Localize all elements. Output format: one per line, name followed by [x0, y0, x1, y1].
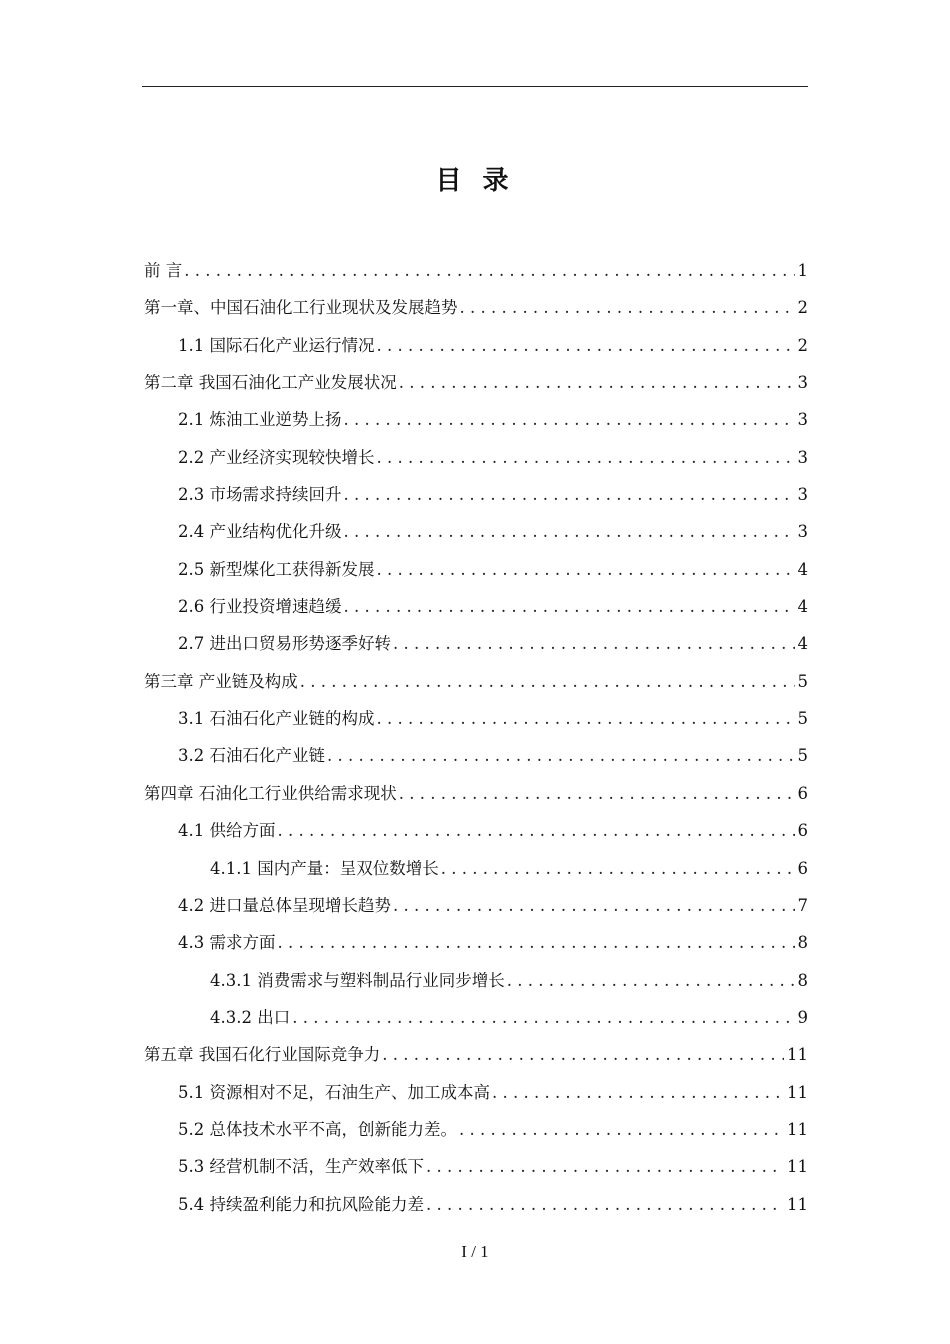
toc-entry-title: 4.3 需求方面 [178, 933, 276, 953]
toc-entry-title: 4.1 供给方面 [178, 821, 276, 841]
toc-entry-page: 11 [787, 1157, 808, 1177]
toc-entry-title: 第一章、中国石油化工行业现状及发展趋势 [144, 298, 458, 318]
toc-entry-title: 第三章 产业链及构成 [144, 671, 298, 691]
toc-dot-leader [382, 1036, 784, 1073]
toc-entry-page: 1 [797, 261, 808, 280]
header-rule [142, 86, 808, 87]
toc-entry-page: 4 [797, 559, 808, 579]
toc-entry-page: 8 [797, 933, 808, 953]
toc-entry[interactable] [144, 1186, 808, 1223]
toc-entry-page: 3 [797, 373, 808, 393]
toc-entry[interactable] [144, 812, 808, 849]
toc-dot-leader [393, 625, 795, 662]
toc-dot-leader [344, 401, 795, 438]
toc-dot-leader [377, 700, 795, 737]
toc-entry[interactable] [144, 1036, 808, 1073]
toc-entry-title: 第四章 石油化工行业供给需求现状 [144, 783, 397, 803]
toc-dot-leader [292, 999, 794, 1036]
toc-entry-title: 5.4 持续盈利能力和抗风险能力差 [178, 1194, 424, 1214]
toc-dot-leader [459, 1111, 784, 1148]
table-of-contents [144, 252, 808, 1223]
toc-entry-page: 11 [787, 1194, 808, 1214]
toc-entry-title: 2.4 产业结构优化升级 [178, 522, 342, 542]
toc-dot-leader [300, 663, 795, 700]
page-number: I / 1 [461, 1242, 489, 1261]
toc-entry-title: 2.7 进出口贸易形势逐季好转 [178, 634, 391, 654]
toc-entry-title: 5.2 总体技术水平不高，创新能力差。 [178, 1119, 457, 1139]
toc-entry[interactable] [144, 513, 808, 550]
toc-entry-title: 5.3 经营机制不活，生产效率低下 [178, 1157, 424, 1177]
toc-entry[interactable] [144, 1148, 808, 1185]
toc-dot-leader [399, 364, 795, 401]
toc-entry-page: 11 [787, 1045, 808, 1065]
toc-entry-page: 9 [797, 1007, 808, 1027]
toc-entry-page: 6 [797, 858, 808, 878]
toc-dot-leader [184, 252, 794, 289]
toc-entry-page: 3 [797, 522, 808, 542]
toc-dot-leader [399, 775, 795, 812]
toc-entry[interactable] [144, 401, 808, 438]
toc-entry[interactable] [144, 252, 808, 289]
toc-dot-leader [344, 588, 795, 625]
toc-entry-title: 3.2 石油石化产业链 [178, 746, 325, 766]
toc-entry[interactable] [144, 625, 808, 662]
toc-entry[interactable] [144, 775, 808, 812]
toc-entry-page: 8 [797, 970, 808, 990]
toc-dot-leader [377, 327, 795, 364]
toc-dot-leader [507, 962, 795, 999]
toc-entry[interactable] [144, 924, 808, 961]
toc-entry-page: 2 [797, 335, 808, 355]
toc-dot-leader [426, 1186, 784, 1223]
toc-entry[interactable] [144, 850, 808, 887]
toc-dot-leader [377, 551, 795, 588]
toc-entry[interactable] [144, 737, 808, 774]
toc-entry[interactable] [144, 1074, 808, 1111]
toc-title: 目 录 [435, 166, 515, 196]
toc-entry-page: 3 [797, 485, 808, 505]
toc-entry[interactable] [144, 962, 808, 999]
toc-dot-leader [344, 513, 795, 550]
toc-entry-page: 4 [797, 634, 808, 654]
toc-entry[interactable] [144, 439, 808, 476]
toc-entry-page: 6 [797, 821, 808, 841]
toc-entry-title: 2.2 产业经济实现较快增长 [178, 447, 375, 467]
toc-entry-page: 11 [787, 1082, 808, 1102]
toc-entry-title: 1.1 国际石化产业运行情况 [178, 335, 375, 355]
toc-entry-page: 5 [797, 746, 808, 766]
toc-entry-title: 2.1 炼油工业逆势上扬 [178, 410, 342, 430]
toc-entry-page: 5 [797, 671, 808, 691]
toc-entry[interactable] [144, 887, 808, 924]
toc-entry-title: 2.5 新型煤化工获得新发展 [178, 559, 375, 579]
toc-entry[interactable] [144, 588, 808, 625]
toc-entry[interactable] [144, 476, 808, 513]
toc-entry[interactable] [144, 663, 808, 700]
toc-entry-title: 2.3 市场需求持续回升 [178, 485, 342, 505]
toc-entry-title: 2.6 行业投资增速趋缓 [178, 597, 342, 617]
toc-entry-title: 4.1.1 国内产量：呈双位数增长 [210, 858, 439, 878]
toc-dot-leader [327, 737, 795, 774]
toc-entry-title: 4.3.2 出口 [210, 1007, 291, 1027]
toc-entry[interactable] [144, 289, 808, 326]
toc-entry-page: 6 [797, 783, 808, 803]
toc-entry[interactable] [144, 700, 808, 737]
toc-entry-page: 7 [797, 895, 808, 915]
toc-dot-leader [460, 289, 795, 326]
toc-entry[interactable] [144, 999, 808, 1036]
toc-entry[interactable] [144, 1111, 808, 1148]
toc-entry-title: 4.3.1 消费需求与塑料制品行业同步增长 [210, 970, 505, 990]
toc-dot-leader [344, 476, 795, 513]
toc-entry-page: 11 [787, 1119, 808, 1139]
toc-entry-page: 4 [797, 597, 808, 617]
toc-entry-page: 3 [797, 410, 808, 430]
toc-dot-leader [278, 812, 795, 849]
toc-entry-title: 第二章 我国石油化工产业发展状况 [144, 373, 397, 393]
toc-dot-leader [377, 439, 795, 476]
toc-dot-leader [278, 924, 795, 961]
toc-entry-title: 5.1 资源相对不足，石油生产、加工成本高 [178, 1082, 490, 1102]
toc-entry-page: 3 [797, 447, 808, 467]
toc-dot-leader [441, 850, 795, 887]
toc-entry-title: 第五章 我国石化行业国际竞争力 [144, 1045, 381, 1065]
toc-entry-title: 4.2 进口量总体呈现增长趋势 [178, 895, 391, 915]
toc-entry[interactable] [144, 364, 808, 401]
toc-entry[interactable] [144, 327, 808, 364]
toc-entry[interactable] [144, 551, 808, 588]
toc-entry-title: 3.1 石油石化产业链的构成 [178, 709, 375, 729]
toc-entry-page: 5 [797, 709, 808, 729]
toc-entry-page: 2 [797, 298, 808, 318]
toc-dot-leader [426, 1148, 784, 1185]
toc-dot-leader [393, 887, 795, 924]
toc-dot-leader [492, 1074, 784, 1111]
toc-entry-title: 前 言 [144, 261, 183, 280]
